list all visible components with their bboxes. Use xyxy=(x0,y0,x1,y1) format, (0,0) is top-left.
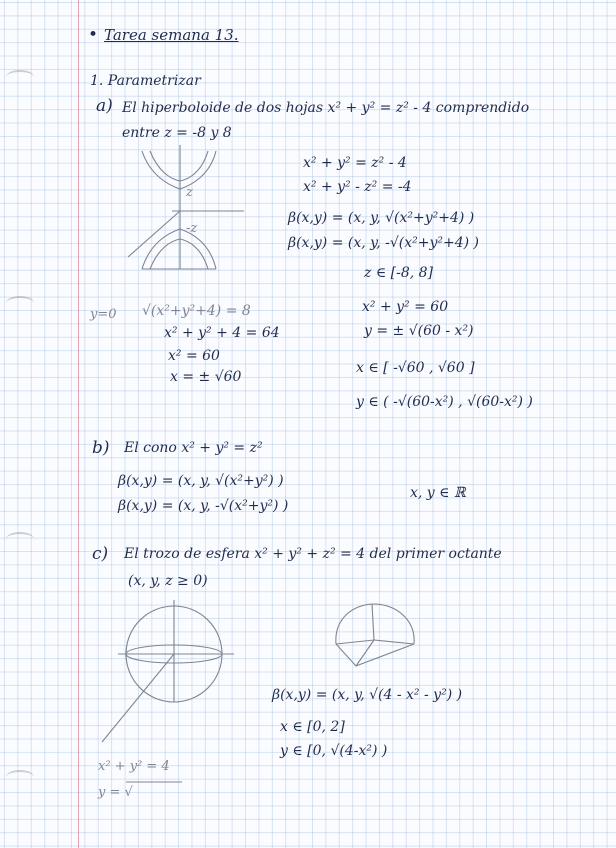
part-c-label: c) xyxy=(92,544,109,564)
parametrization-negative: β(x,y) = (x, y, -√(x²+y²+4) ) xyxy=(288,235,479,251)
fig-label-z: z xyxy=(186,185,193,200)
circle-equation: x² + y² = 60 xyxy=(362,299,449,315)
sphere-range-y: y ∈ [0, √(4-x²) ) xyxy=(280,743,388,759)
y-solution: y = ± √(60 - x²) xyxy=(364,323,474,339)
bottom-circle-equation: x² + y² = 4 xyxy=(98,759,170,774)
part-c-statement-line2: (x, y, z ≥ 0) xyxy=(128,573,208,589)
part-b-label: b) xyxy=(92,438,110,458)
cone-parametrization-positive: β(x,y) = (x, y, √(x²+y²) ) xyxy=(118,473,284,489)
margin-line xyxy=(78,0,79,848)
calc-step-2: x² + y² + 4 = 64 xyxy=(164,325,280,341)
sphere-range-x: x ∈ [0, 2] xyxy=(280,719,345,735)
sphere-sketch xyxy=(100,596,240,746)
equation-1: x² + y² = z² - 4 xyxy=(303,155,407,171)
part-a-statement-line1: El hiperboloide de dos hojas x² + y² = z² - 4 comprendido xyxy=(122,100,530,116)
bullet-dot: • xyxy=(88,25,99,45)
punch-hole xyxy=(6,296,34,310)
lower-sheet-inner-curve xyxy=(150,239,208,269)
octant-meridian xyxy=(372,604,374,640)
part-a-statement-line2: entre z = -8 y 8 xyxy=(122,125,232,141)
octant-sketch xyxy=(330,600,420,680)
bottom-root-overline xyxy=(124,778,184,790)
part-a-label: a) xyxy=(96,96,113,116)
page-title: Tarea semana 13. xyxy=(104,26,239,44)
bottom-y-root: y = √ xyxy=(98,785,133,800)
calc-step-3: x² = 60 xyxy=(168,348,220,364)
x-axis xyxy=(102,654,174,742)
octant-inner-z xyxy=(336,640,374,644)
octant-dome xyxy=(336,604,414,644)
sphere-parametrization: β(x,y) = (x, y, √(4 - x² - y²) ) xyxy=(272,687,463,703)
punch-hole xyxy=(6,70,34,84)
cone-parametrization-negative: β(x,y) = (x, y, -√(x²+y²) ) xyxy=(118,498,289,514)
part-c-statement-line1: El trozo de esfera x² + y² + z² = 4 del primer octante xyxy=(124,546,502,562)
y-equals-zero: y=0 xyxy=(90,307,117,322)
parametrization-positive: β(x,y) = (x, y, √(x²+y²+4) ) xyxy=(288,210,475,226)
equation-2: x² + y² - z² = -4 xyxy=(303,179,412,195)
punch-hole xyxy=(6,532,34,546)
octant-base xyxy=(336,644,414,666)
section-heading: 1. Parametrizar xyxy=(90,73,201,89)
hyperboloid-sketch xyxy=(120,145,250,275)
range-y: y ∈ ( -√(60-x²) , √(60-x²) ) xyxy=(356,394,533,410)
x-axis xyxy=(128,211,180,257)
octant-inner-y xyxy=(374,640,414,644)
part-b-statement: El cono x² + y² = z² xyxy=(124,440,263,456)
calc-step-1: √(x²+y²+4) = 8 xyxy=(142,303,251,319)
range-z: z ∈ [-8, 8] xyxy=(364,265,434,281)
range-x: x ∈ [ -√60 , √60 ] xyxy=(356,360,475,376)
fig-label-minus-z: -z xyxy=(186,221,198,236)
punch-hole xyxy=(6,770,34,784)
cone-domain: x, y ∈ ℝ xyxy=(410,485,466,501)
calc-step-4: x = ± √60 xyxy=(170,369,242,385)
